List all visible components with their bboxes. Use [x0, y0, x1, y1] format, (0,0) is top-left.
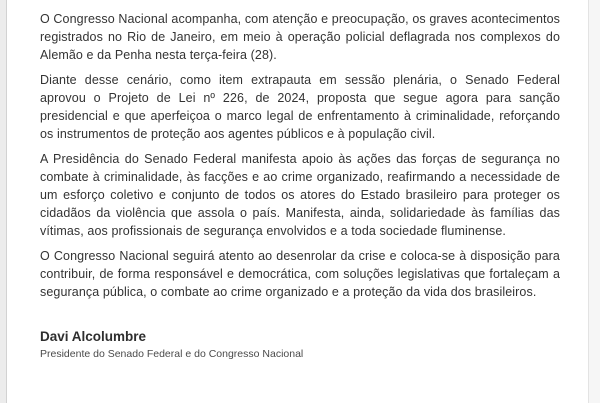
signature-name: Davi Alcolumbre: [40, 329, 147, 344]
signature-block: [40, 328, 560, 361]
page-left-edge: [0, 0, 7, 403]
statement-paragraph-3: A Presidência do Senado Federal manifesta apoio às ações das forças de segurança no combate à criminalidade, às facções e ao crime organizado, reafirmando a necessidade de um esforço coletivo e conjunto de todos os atores do Estado brasileiro para proteger os cidadãos da violência que assola o país. Manifesta, ainda, solidariedade às famílias das vítimas, aos profissionais de segurança envolvidos e a toda sociedade fluminense.: [40, 152, 560, 238]
signature-role: Presidente do Senado Federal e do Congresso Nacional: [40, 348, 304, 360]
page-right-edge: [588, 0, 600, 403]
statement-paragraph-1: O Congresso Nacional acompanha, com atenção e preocupação, os graves acontecimentos registrados no Rio de Janeiro, em meio à operação policial deflagrada nos complexos do Alemão e da Penha nesta terça-feira (28).: [40, 12, 560, 62]
official-statement-document: [40, 10, 560, 361]
statement-paragraph-4: O Congresso Nacional seguirá atento ao desenrolar da crise e coloca-se à disposição para contribuir, de forma responsável e democrática, com soluções legislativas que fortaleçam a segurança pública, o combate ao crime organizado e a proteção da vida dos brasileiros.: [40, 249, 560, 299]
statement-paragraph-2: Diante desse cenário, como item extrapauta em sessão plenária, o Senado Federal aprovou o Projeto de Lei nº 226, de 2024, proposta que segue agora para sanção presidencial e que aperfeiçoa o marco legal de enfrentamento à criminalidade, reforçando os instrumentos de proteção aos agentes públicos e à população civil.: [40, 73, 560, 141]
